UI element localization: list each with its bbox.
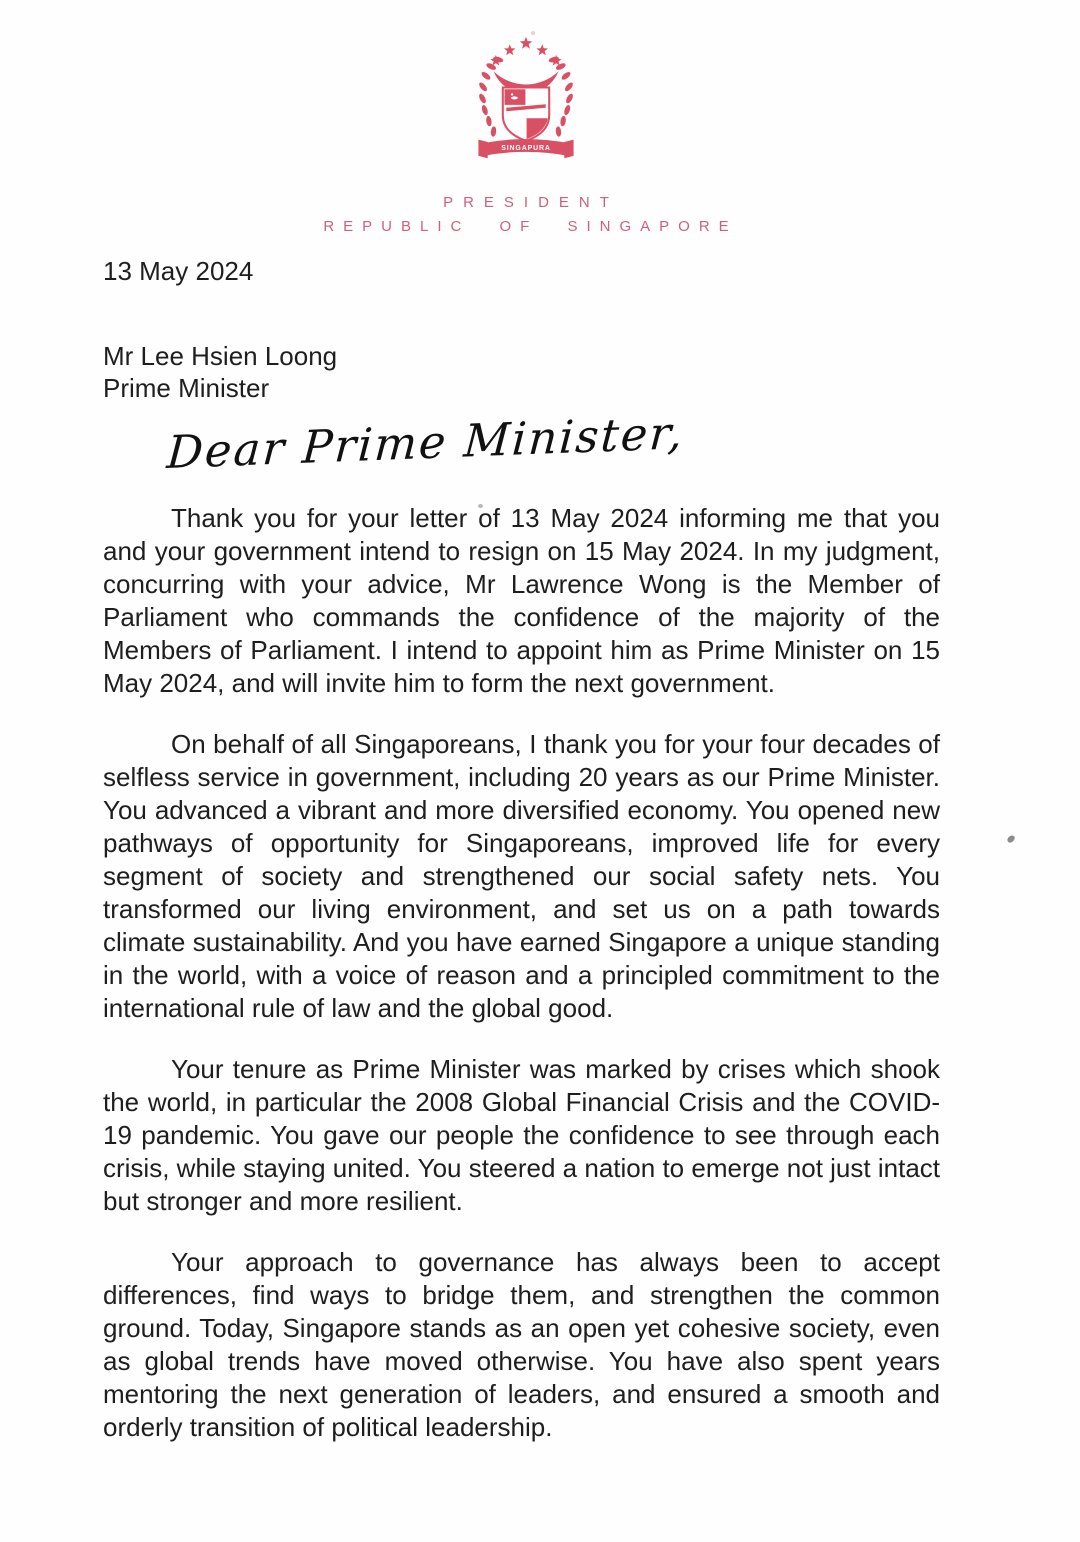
recipient-block	[103, 340, 940, 404]
presidential-crest-icon	[468, 34, 584, 185]
paragraph-4: Your approach to governance has always been to accept differences, find ways to bridge them, and strengthen the common ground. Today, Singapore stands as an open yet cohesive society, even as global trends have moved otherwise. You have also spent years mentoring the next generation of leaders, and ensured a smooth and orderly transition of political leadership.	[103, 1247, 940, 1442]
paragraph-3: Your tenure as Prime Minister was marked by crises which shook the world, in particular the 2008 Global Financial Crisis and the COVID-19 pandemic. You gave our people the confidence to see through each crisis, while staying united. You steered a nation to emerge not just intact but stronger and more resilient.	[103, 1054, 940, 1216]
handwritten-salutation: Dear Prime Minister,	[165, 406, 687, 480]
crest-banner-text: SINGAPURA	[501, 145, 551, 153]
letterhead-title: PRESIDENT	[443, 194, 619, 211]
letterhead	[0, 0, 1066, 239]
recipient-title: Prime Minister	[103, 373, 270, 403]
crest-ribbon	[478, 139, 573, 158]
scan-artifact	[1006, 834, 1016, 844]
letter-body	[103, 255, 940, 1444]
paragraph-1: Thank you for your letter of 13 May 2024 informing me that you and your government intend to resign on 15 May 2024. In my judgment, concurring with your advice, Mr Lawrence Wong is the Member of Parliament who commands the confidence of the majority of the Members of Parliament. I intend to appoint him as Prime Minister on 15 May 2024, and will invite him to form the next government.	[103, 503, 940, 698]
scan-artifact	[478, 504, 483, 508]
crest-shield	[503, 87, 549, 140]
paragraphs	[103, 502, 940, 1444]
paragraph-2: On behalf of all Singaporeans, I thank you for your four decades of selfless service in government, including 20 years as our Prime Minister. You advanced a vibrant and more diversified economy. You opened new pathways of opportunity for Singaporeans, improved life for every segment of society and strengthened our social safety nets. You transformed our living environment, and set us on a path towards climate sustainability. And you have earned Singapore a unique standing in the world, with a voice of reason and a principled commitment to the international rule of law and the global good.	[103, 729, 940, 1023]
scan-artifact	[531, 31, 535, 35]
letterhead-subtitle: REPUBLIC OF SINGAPORE	[323, 218, 738, 235]
letter-date: 13 May 2024	[103, 256, 254, 286]
recipient-name: Mr Lee Hsien Loong	[103, 341, 338, 371]
